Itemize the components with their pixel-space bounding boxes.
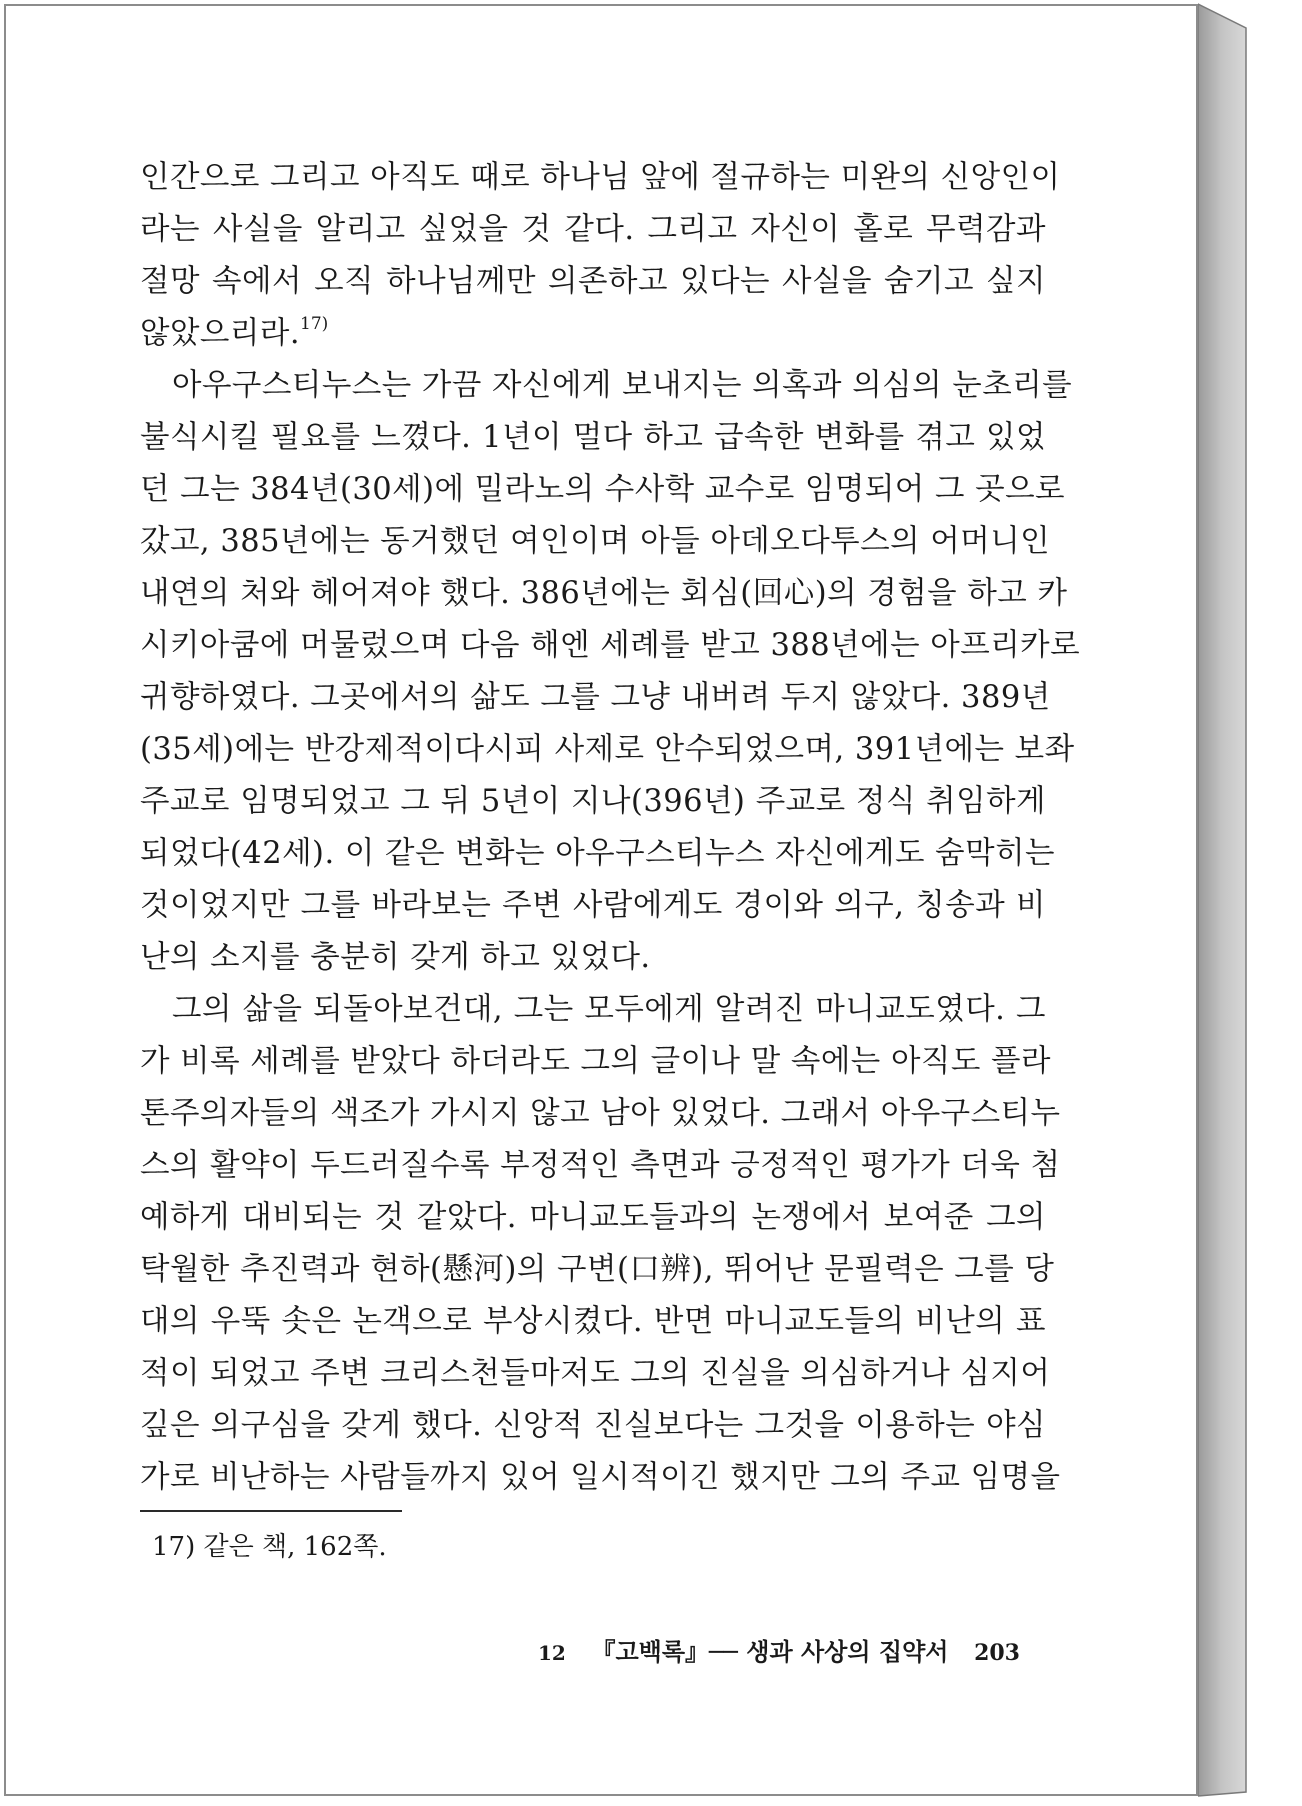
text-line: 스의 활약이 두드러질수록 부정적인 측면과 긍정적인 평가가 더욱 첨 [140, 1148, 1061, 1183]
text-line: 되었다(42세). 이 같은 변화는 아우구스티누스 자신에게도 숨막히는 [140, 836, 1056, 871]
book-edge [1198, 0, 1260, 1806]
text-line: 귀향하였다. 그곳에서의 삶도 그를 그냥 내버려 두지 않았다. 389년 [140, 680, 1051, 715]
paragraph-start-line: 그의 삶을 되돌아보건대, 그는 모두에게 알려진 마니교도였다. 그 [172, 992, 1046, 1027]
text-line: 던 그는 384년(30세)에 밀라노의 수사학 교수로 임명되어 그 곳으로 [140, 472, 1065, 507]
text-line: 것이었지만 그를 바라보는 주변 사람에게도 경이와 의구, 칭송과 비 [140, 888, 1046, 923]
text-line: 인간으로 그리고 아직도 때로 하나님 앞에 절규하는 미완의 신앙인이 [140, 160, 1061, 195]
text-line: 절망 속에서 오직 하나님께만 의존하고 있다는 사실을 숨기고 싶지 [140, 264, 1046, 299]
text-line: 깊은 의구심을 갖게 했다. 신앙적 진실보다는 그것을 이용하는 야심 [140, 1408, 1046, 1443]
body-text [140, 152, 1081, 1504]
page-number: 203 [974, 1640, 1020, 1666]
text-line: 갔고, 385년에는 동거했던 여인이며 아들 아데오다투스의 어머니인 [140, 524, 1051, 559]
text-line: 적이 되었고 주변 크리스천들마저도 그의 진실을 의심하거나 심지어 [140, 1356, 1051, 1391]
chapter-number: 12 [538, 1641, 566, 1665]
text-line: 예하게 대비되는 것 같았다. 마니교도들과의 논쟁에서 보여준 그의 [140, 1200, 1046, 1235]
text-line: 불식시킬 필요를 느꼈다. 1년이 멀다 하고 급속한 변화를 겪고 있었 [140, 420, 1046, 455]
text-line-content: 않았으리라. [140, 316, 301, 351]
footnote-marker: 17) [300, 314, 329, 334]
running-footer [538, 1632, 1020, 1667]
footnote-divider [140, 1510, 402, 1512]
paragraph-start-line: 아우구스티누스는 가끔 자신에게 보내지는 의혹과 의심의 눈초리를 [172, 368, 1073, 403]
text-line: (35세)에는 반강제적이다시피 사제로 안수되었으며, 391년에는 보좌 [140, 732, 1075, 767]
text-line: 톤주의자들의 색조가 가시지 않고 남아 있었다. 그래서 아우구스티누 [140, 1096, 1061, 1131]
text-line: 주교로 임명되었고 그 뒤 5년이 지나(396년) 주교로 정식 취임하게 [140, 784, 1046, 819]
text-line: 탁월한 추진력과 현하(懸河)의 구변(口辨), 뛰어난 문필력은 그를 당 [140, 1252, 1055, 1287]
chapter-title: 『고백록』── 생과 사상의 집약서 [591, 1637, 949, 1666]
text-line: 시키아쿰에 머물렀으며 다음 해엔 세례를 받고 388년에는 아프리카로 [140, 628, 1081, 663]
text-line: 라는 사실을 알리고 싶었을 것 같다. 그리고 자신이 홀로 무력감과 [140, 212, 1046, 247]
text-line: 난의 소지를 충분히 갖게 하고 있었다. [140, 940, 651, 975]
text-line [140, 308, 1046, 360]
text-line: 대의 우뚝 솟은 논객으로 부상시켰다. 반면 마니교도들의 비난의 표 [140, 1304, 1046, 1339]
text-line: 가로 비난하는 사람들까지 있어 일시적이긴 했지만 그의 주교 임명을 [140, 1460, 1061, 1495]
text-line: 가 비록 세례를 받았다 하더라도 그의 글이나 말 속에는 아직도 플라 [140, 1044, 1051, 1079]
footnote: 17) 같은 책, 162쪽. [152, 1532, 387, 1562]
text-line: 내연의 처와 헤어져야 했다. 386년에는 회심(回心)의 경험을 하고 카 [140, 576, 1068, 611]
